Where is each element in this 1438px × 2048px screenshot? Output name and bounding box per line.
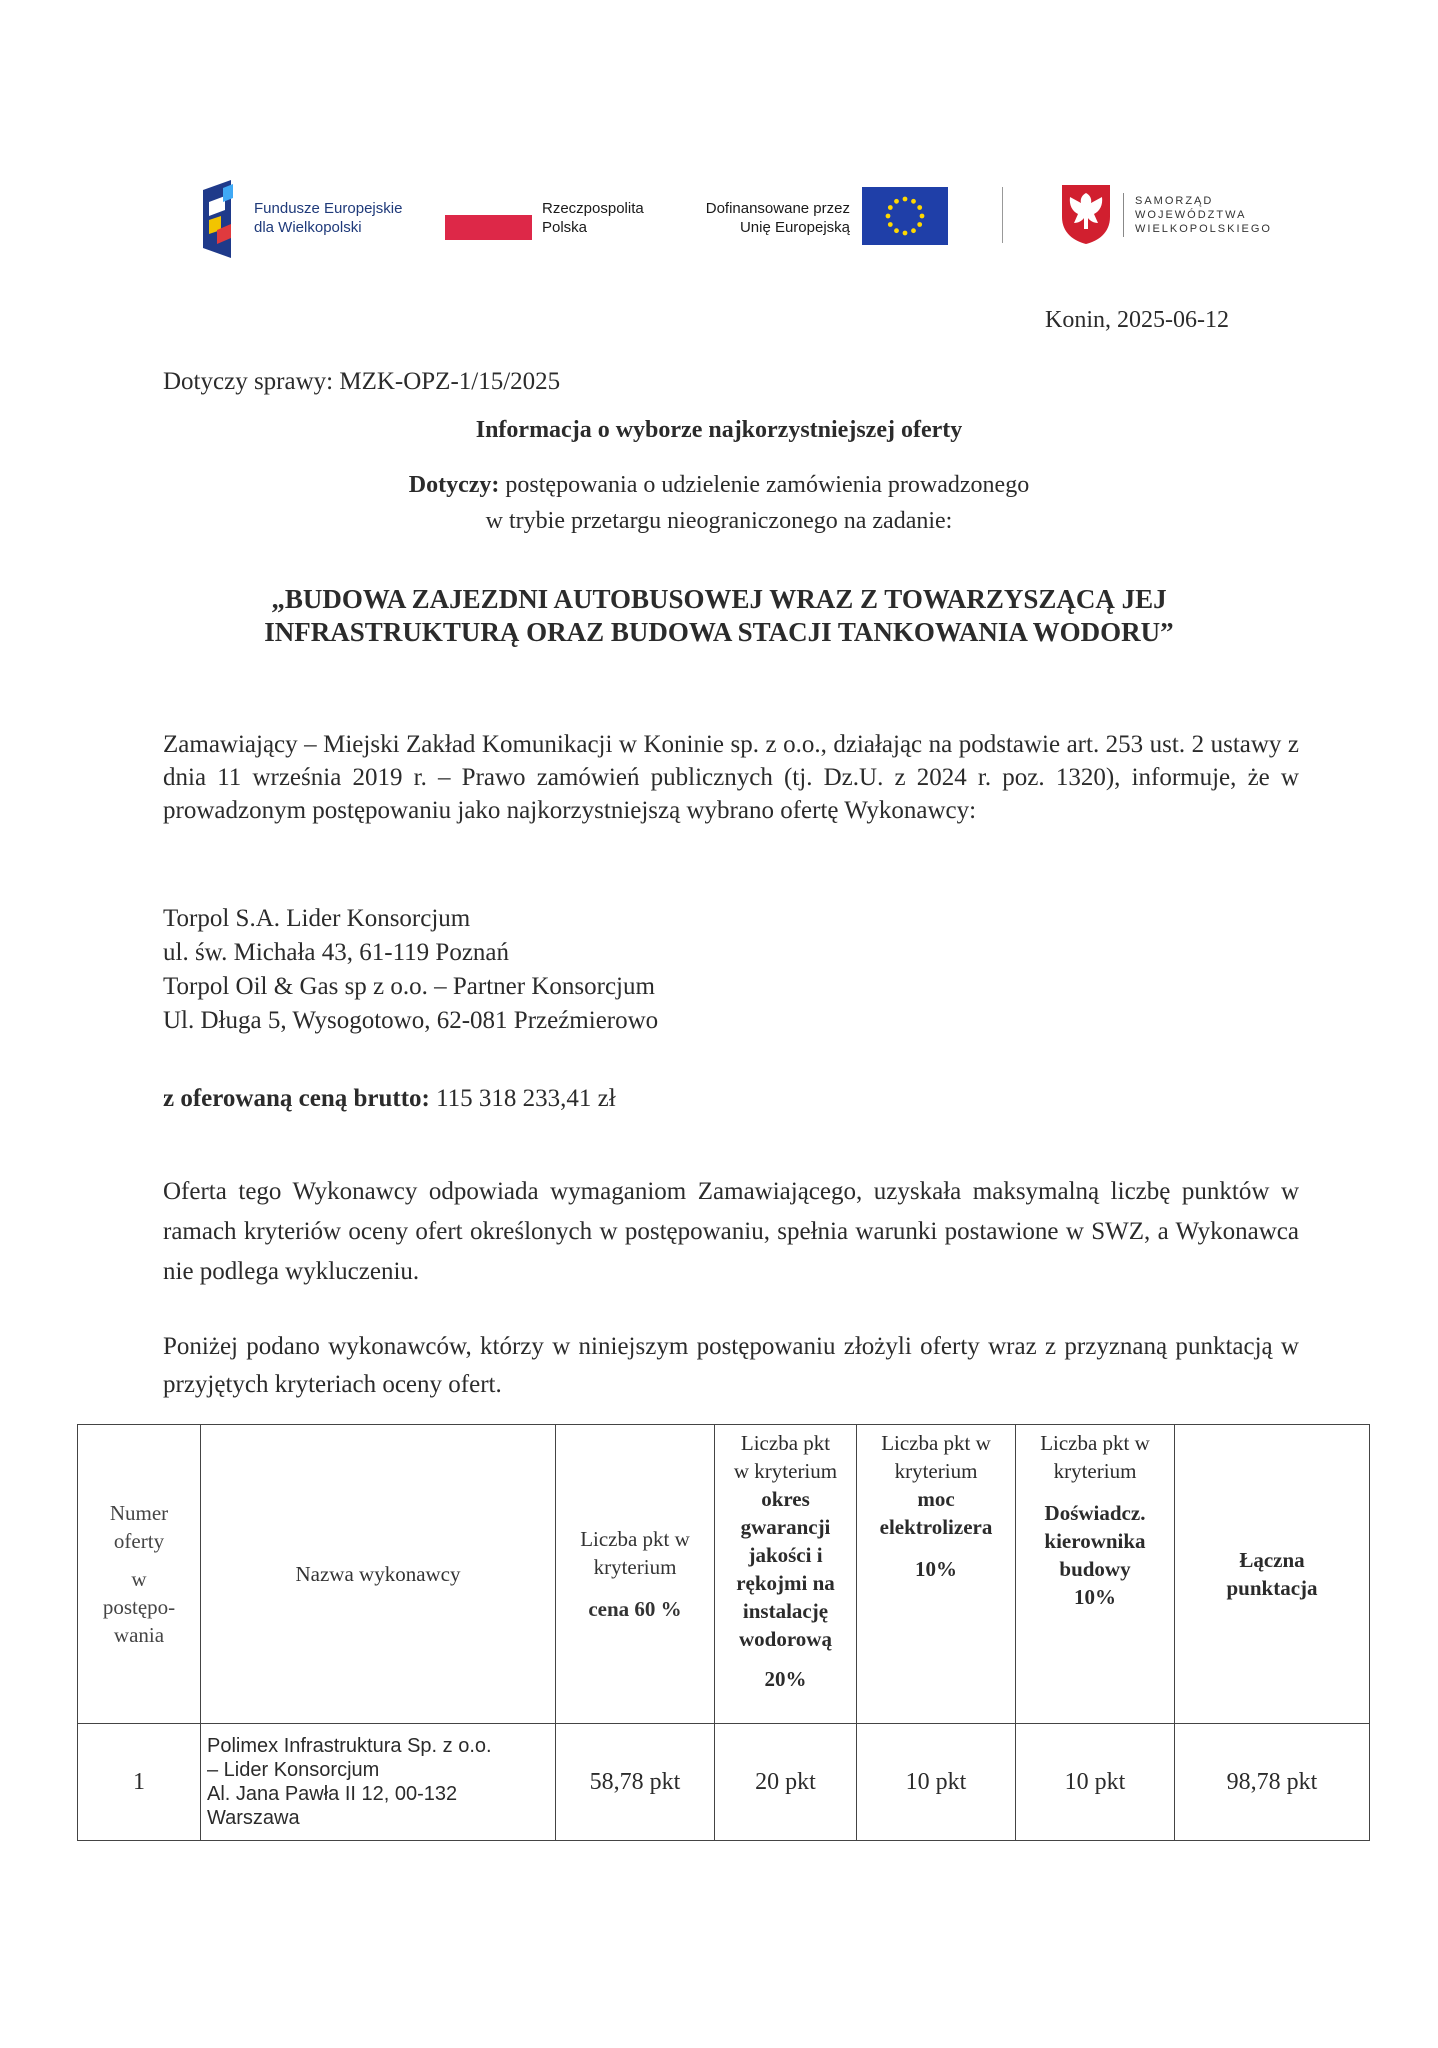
header-text: Łączna bbox=[1239, 1548, 1305, 1572]
contractor-name-line: – Lider Konsorcjum bbox=[207, 1759, 380, 1781]
header-text: budowy bbox=[1059, 1557, 1131, 1581]
cell-total-points: 98,78 pkt bbox=[1175, 1724, 1370, 1841]
header-text: Numer bbox=[109, 1501, 169, 1525]
evaluation-paragraph: Oferta tego Wykonawcy odpowiada wymaganiom Zamawiającego, uzyskała maksymalną liczbę punktów w ramach kryteriów oceny ofert określonych w postępowaniu, spełnia warunki postawione w SWZ, a Wykonawca nie podlega wykluczeniu. bbox=[163, 1178, 1299, 1285]
header-contractor-name bbox=[201, 1425, 556, 1724]
cell-offer-number: 1 bbox=[78, 1724, 201, 1841]
header-text: Liczba pkt w bbox=[580, 1527, 690, 1551]
address-line: Ul. Długa 5, Wysogotowo, 62-081 Przeźmierowo bbox=[163, 1007, 659, 1034]
polish-flag-icon bbox=[445, 190, 532, 240]
eu-logo-text bbox=[690, 199, 850, 237]
header-text: w bbox=[131, 1567, 147, 1591]
sam-line1: SAMORZĄD bbox=[1135, 195, 1214, 207]
fe-line2: dla Wielkopolski bbox=[254, 219, 362, 236]
header-text: wania bbox=[113, 1623, 165, 1647]
header-experience-criterion bbox=[1016, 1425, 1175, 1724]
eu-line1: Dofinansowane przez bbox=[705, 200, 850, 217]
header-text: 20% bbox=[764, 1667, 807, 1691]
header-text: 10% bbox=[915, 1557, 957, 1581]
bidders-paragraph: Poniżej podano wykonawców, którzy w niniejszym postępowaniu złożyli oferty wraz z przyznaną punktacją w przyjętych kryteriach oceny ofert. bbox=[163, 1333, 1299, 1398]
header-text: Doświadcz. bbox=[1044, 1501, 1146, 1525]
cell-electrolyzer-points: 10 pkt bbox=[857, 1724, 1016, 1841]
header-text: gwarancji bbox=[740, 1515, 831, 1539]
header-text: elektrolizera bbox=[879, 1515, 993, 1539]
subject-line2: w trybie przetargu nieograniczonego na zadanie: bbox=[485, 508, 953, 534]
subject-block bbox=[0, 467, 1438, 539]
address-line: ul. św. Michała 43, 61-119 Poznań bbox=[163, 939, 510, 966]
contractor-name-line: Polimex Infrastruktura Sp. z o.o. bbox=[207, 1735, 492, 1757]
sam-line3: WIELKOPOLSKIEGO bbox=[1135, 223, 1272, 235]
header-text: 10% bbox=[1074, 1585, 1116, 1609]
pl-line2: Polska bbox=[542, 219, 588, 236]
header-text: okres bbox=[761, 1487, 810, 1511]
samorzad-logo-text bbox=[1135, 194, 1272, 236]
eu-flag-icon bbox=[862, 187, 948, 245]
header-text: rękojmi na bbox=[736, 1571, 835, 1595]
table-header-row bbox=[78, 1425, 1370, 1724]
case-reference: Dotyczy sprawy: MZK-OPZ-1/15/2025 bbox=[163, 368, 561, 395]
header-text: Liczba pkt w bbox=[881, 1431, 991, 1455]
subject-text1: postępowania o udzielenie zamówienia prowadzonego bbox=[499, 472, 1030, 498]
document-title: Informacja o wyborze najkorzystniejszej oferty bbox=[475, 417, 963, 443]
header-text: oferty bbox=[113, 1529, 165, 1553]
pl-line1: Rzeczpospolita bbox=[542, 200, 644, 217]
subject-label: Dotyczy: bbox=[408, 472, 500, 498]
logo-separator bbox=[1002, 187, 1003, 243]
header-warranty-criterion bbox=[715, 1425, 857, 1724]
header-text: Liczba pkt bbox=[740, 1431, 831, 1455]
gross-price-label: z oferowaną ceną brutto: bbox=[163, 1085, 430, 1112]
fe-line1: Fundusze Europejskie bbox=[254, 200, 403, 217]
pl-logo-text bbox=[542, 199, 644, 237]
contractor-address bbox=[163, 902, 658, 1038]
header-text: instalację bbox=[742, 1599, 829, 1623]
header-text: moc bbox=[917, 1487, 955, 1511]
contractor-name-line: Warszawa bbox=[207, 1807, 300, 1829]
cell-contractor-name bbox=[201, 1724, 556, 1841]
wielkopolska-eagle-icon bbox=[1060, 183, 1112, 245]
task-title bbox=[0, 583, 1438, 649]
gross-price bbox=[163, 1085, 616, 1113]
results-table bbox=[77, 1424, 1370, 1841]
eu-line2: Unię Europejską bbox=[739, 219, 850, 236]
table-row bbox=[78, 1724, 1370, 1841]
header-text: kryterium bbox=[894, 1459, 978, 1483]
header-text: w kryterium bbox=[733, 1459, 838, 1483]
fe-logo-text bbox=[254, 199, 402, 237]
gross-price-value: 115 318 233,41 zł bbox=[429, 1085, 616, 1112]
header-text: wodorową bbox=[739, 1627, 832, 1651]
address-line: Torpol S.A. Lider Konsorcjum bbox=[163, 905, 471, 932]
header-electrolyzer-criterion bbox=[857, 1425, 1016, 1724]
cell-price-points: 58,78 pkt bbox=[556, 1724, 715, 1841]
contractor-name-line: Al. Jana Pawła II 12, 00-132 bbox=[207, 1783, 458, 1805]
cell-experience-points: 10 pkt bbox=[1016, 1724, 1175, 1841]
header-total-score bbox=[1175, 1425, 1370, 1724]
header-text: postępo- bbox=[102, 1595, 176, 1619]
fundusze-europejskie-logo bbox=[203, 180, 243, 258]
logo-separator bbox=[1123, 193, 1124, 237]
header-text: Liczba pkt w bbox=[1040, 1431, 1150, 1455]
cell-warranty-points: 20 pkt bbox=[715, 1724, 857, 1841]
header-text: jakości i bbox=[748, 1543, 823, 1567]
header-text: kryterium bbox=[1053, 1459, 1137, 1483]
header-text: kryterium bbox=[593, 1555, 677, 1579]
header-text: kierownika bbox=[1044, 1529, 1146, 1553]
subject-line1 bbox=[0, 467, 1438, 503]
logo-header bbox=[0, 175, 1438, 265]
header-text: cena 60 % bbox=[588, 1597, 682, 1621]
task-title-line2: INFRASTRUKTURĄ ORAZ BUDOWA STACJI TANKOWANIA WODORU” bbox=[264, 617, 1174, 647]
intro-paragraph: Zamawiający – Miejski Zakład Komunikacji w Koninie sp. z o.o., działając na podstawie art. 253 ust. 2 ustawy z dnia 11 września 2019 r. – Prawo zamówień publicznych (tj. Dz.U. z 2024 r. poz. 1320), informuje, że w prowadzonym postępowaniu jako najkorzystniejszą wybrano ofertę Wykonawcy: bbox=[163, 731, 1299, 824]
header-text: punktacja bbox=[1226, 1576, 1318, 1600]
document-date: Konin, 2025-06-12 bbox=[1045, 307, 1229, 333]
address-line: Torpol Oil & Gas sp z o.o. – Partner Konsorcjum bbox=[163, 973, 655, 1000]
task-title-line1: „BUDOWA ZAJEZDNI AUTOBUSOWEJ WRAZ Z TOWARZYSZĄCĄ JEJ bbox=[271, 584, 1167, 614]
header-offer-number bbox=[78, 1425, 201, 1724]
sam-line2: WOJEWÓDZTWA bbox=[1135, 209, 1247, 221]
header-text: Nazwa wykonawcy bbox=[295, 1562, 461, 1586]
header-price-criterion bbox=[556, 1425, 715, 1724]
